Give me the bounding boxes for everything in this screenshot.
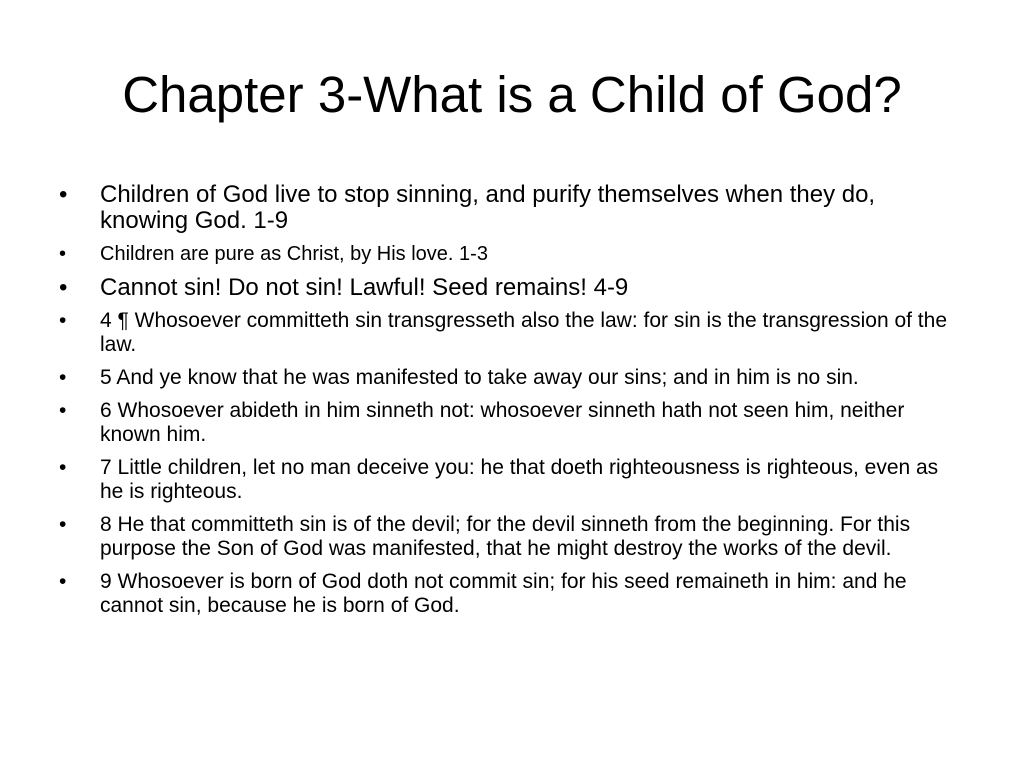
bullet-text: 6 Whosoever abideth in him sinneth not: whosoever sinneth hath not seen him, neither known him.	[100, 399, 905, 446]
bullet-item	[56, 399, 966, 447]
bullet-item	[56, 242, 966, 266]
bullet-text: Children of God live to stop sinning, and purify themselves when they do, knowing God. 1-9	[100, 181, 876, 234]
bullet-icon: •	[59, 513, 67, 536]
bullet-text: Children are pure as Christ, by His love. 1-3	[100, 243, 488, 265]
bullet-item	[56, 456, 966, 504]
bullet-icon: •	[59, 274, 68, 301]
bullet-text: 9 Whosoever is born of God doth not commit sin; for his seed remaineth in him: and he cannot sin, because he is born of God.	[100, 570, 907, 617]
bullet-text: 5 And ye know that he was manifested to take away our sins; and in him is no sin.	[100, 366, 859, 389]
bullet-text: 4 ¶ Whosoever committeth sin transgresseth also the law: for sin is the transgression of the law.	[100, 309, 947, 356]
bullet-icon: •	[59, 309, 67, 332]
slide-title: Chapter 3-What is a Child of God?	[122, 66, 902, 123]
bullet-text: Cannot sin! Do not sin! Lawful! Seed remains! 4-9	[100, 274, 629, 301]
bullet-item	[56, 570, 966, 618]
bullet-item	[56, 275, 966, 301]
bullet-item	[56, 366, 966, 390]
bullet-icon: •	[59, 456, 67, 479]
bullet-item	[56, 513, 966, 561]
bullet-item	[56, 309, 966, 357]
bullet-list	[56, 182, 966, 626]
bullet-item	[56, 182, 966, 234]
bullet-text: 8 He that committeth sin is of the devil; for the devil sinneth from the beginning. For this purpose the Son of God was manifested, that he might destroy the works of the devil.	[100, 513, 911, 560]
bullet-icon: •	[59, 399, 67, 422]
bullet-text: 7 Little children, let no man deceive you: he that doeth righteousness is righteous, even as he is righteous.	[100, 456, 939, 503]
bullet-icon: •	[59, 366, 67, 389]
bullet-icon: •	[59, 243, 67, 265]
bullet-icon: •	[59, 181, 68, 208]
bullet-icon: •	[59, 570, 67, 593]
